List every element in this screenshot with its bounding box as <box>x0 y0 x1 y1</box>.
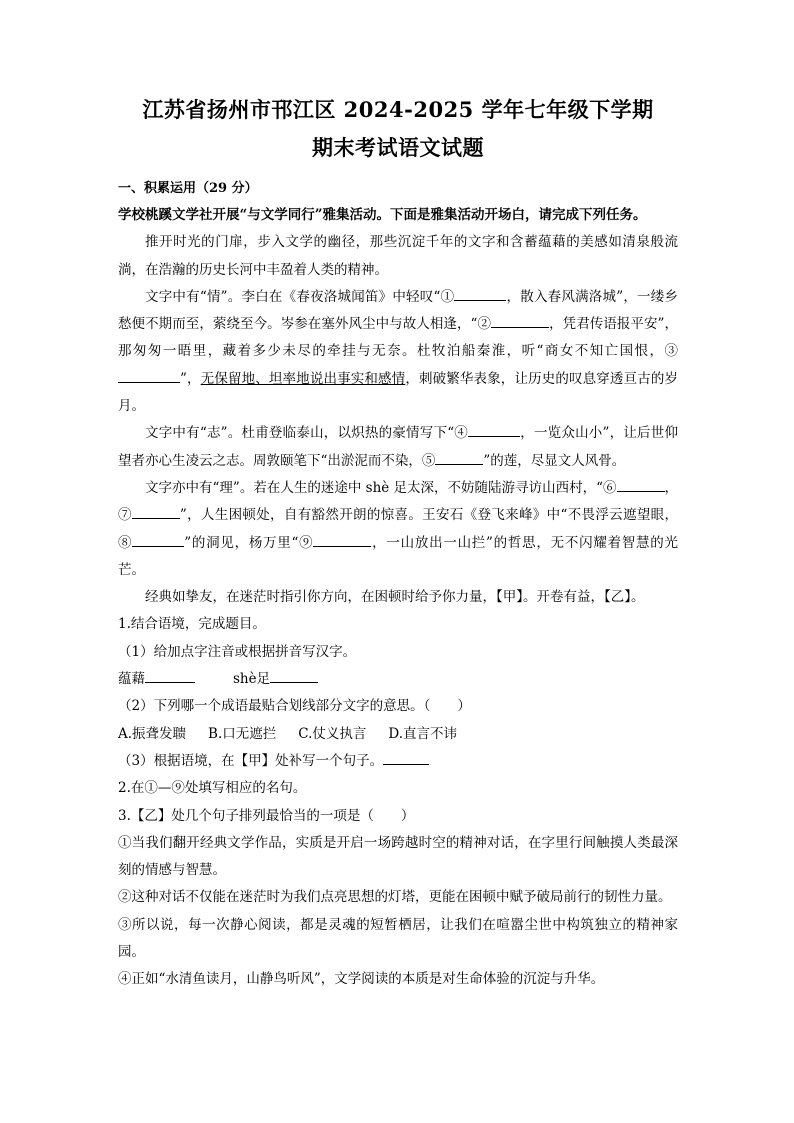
option-a[interactable]: A.振聋发聩 <box>118 725 187 742</box>
paragraph-1: 推开时光的门扉，步入文学的幽径，那些沉淀千年的文字和含蓄蕴藉的美感如清泉般流淌，在浩瀚的历史长河中丰盈着人类的精神。 <box>118 234 678 278</box>
paragraph-2 <box>118 284 678 420</box>
fill-blank-8[interactable] <box>132 532 184 547</box>
sentence-2: ②这种对话不仅能在迷茫时为我们点亮思想的灯塔，更能在困顿中赋予破局前行的韧性力量。 <box>118 889 672 906</box>
sentence-3: ③所以说，每一次静心阅读，都是灵魂的短暂栖居，让我们在喧嚣尘世中构筑独立的精神家园。 <box>118 916 678 961</box>
fill-blank-4[interactable] <box>468 422 520 437</box>
fill-blank-5[interactable] <box>435 450 483 465</box>
question-2: 2.在①—⑨处填写相应的名句。 <box>118 780 307 797</box>
question-1-1: （1）给加点字注音或根据拼音写汉字。 <box>118 643 357 660</box>
paragraph-2-text-a: 文字中有“情”。李白在《春夜洛城闻笛》中轻叹“① <box>145 288 455 305</box>
underlined-phrase: 无保留地、坦率地说出事实和感情 <box>200 370 406 387</box>
option-c[interactable]: C.仗义执言 <box>298 725 367 742</box>
fill-blank-2[interactable] <box>491 313 549 328</box>
fill-blank-3[interactable] <box>118 368 180 383</box>
paragraph-2-text-b: ，散入春风满洛城”，一缕乡愁便不期而至，萦绕至今。岑参在塞外风尘中与故人相逢，“② <box>118 288 678 333</box>
paragraph-4-text-a: 文字亦中有“理”。若在人生的迷途中 shè 足太深，不妨随陆游寻访山西村，“⑥ <box>145 479 617 496</box>
paragraph-4-text-d: ”的洞见，杨万里“⑨ <box>184 534 314 551</box>
paragraph-5: 经典如挚友，在迷茫时指引你方向，在困顿时给予你力量，【甲】。开卷有益，【乙】。 <box>145 589 645 606</box>
paragraph-3-text-a: 文字中有“志”。杜甫登临泰山，以炽热的豪情写下“④ <box>145 425 469 442</box>
question-1-3-line <box>118 748 678 775</box>
option-b[interactable]: B.口无遮拦 <box>208 725 277 742</box>
word-shezu: shè足 <box>233 671 271 688</box>
paragraph-4-text-b: ，⑦ <box>118 479 679 524</box>
fill-blank-9[interactable] <box>313 532 371 547</box>
question-3: 3.【乙】处几个句子排列最恰当的一项是（ ） <box>118 807 415 824</box>
fill-blank-1[interactable] <box>454 286 506 301</box>
paragraph-2-text-c: ，凭君传语报平安”，那匆匆一晤里，藏着多少未尽的牵挂与无奈。杜牧泊船秦淮，听“商女不知亡国恨，③ <box>118 316 678 360</box>
paragraph-4-text-e: ，一山放出一山拦”的哲思，无不闪耀着智慧的光芒。 <box>118 534 679 578</box>
question-1-2-options <box>118 721 678 748</box>
document-title-line1: 江苏省扬州市邗江区 2024-2025 学年七年级下学期 <box>142 97 654 122</box>
answer-blank-yunjie[interactable] <box>145 668 195 683</box>
paragraph-2-text-e: ，刺破繁华表象，让历史的叹息穿透亘古的岁月。 <box>118 370 679 415</box>
document-page <box>118 92 678 994</box>
question-1-2: （2）下列哪一个成语最贴合划线部分文字的意思。（ ） <box>118 698 471 715</box>
answer-blank-shezu[interactable] <box>270 668 318 683</box>
question-1-3: （3）根据语境，在【甲】处补写一个句子。 <box>118 752 384 769</box>
question-1-1-answers <box>118 666 678 693</box>
paragraph-3-text-b: ，一览众山小”，让后世仰望者亦心生凌云之志。周敦颐笔下“出淤泥而不染，⑤ <box>118 425 678 469</box>
section-heading: 一、积累运用（29 分） <box>118 181 258 196</box>
fill-blank-6[interactable] <box>617 477 665 492</box>
sentence-1: ①当我们翻开经典文学作品，实质是开启一场跨越时空的精神对话，在字里行间触摸人类最深刻的情感与智慧。 <box>118 834 678 879</box>
word-yunjie: 蕴藉 <box>118 671 145 688</box>
sentence-4: ④正如“水清鱼读月，山静鸟听风”，文学阅读的本质是对生命体验的沉淀与升华。 <box>118 971 605 988</box>
paragraph-4-text-c: ”，人生困顿处，自有豁然开朗的惊喜。王安石《登飞来峰》中“不畏浮云遮望眼，⑧ <box>118 507 679 551</box>
fill-blank-7[interactable] <box>132 504 180 519</box>
paragraph-3 <box>118 420 678 475</box>
paragraph-2-text-d: ”， <box>180 370 201 387</box>
paragraph-3-text-c: ”的莲，尽显文人风骨。 <box>483 452 626 469</box>
answer-blank-jia[interactable] <box>383 750 429 765</box>
paragraph-4 <box>118 475 678 584</box>
document-title-line2: 期末考试语文试题 <box>312 135 484 160</box>
question-1: 1.结合语境，完成题目。 <box>118 616 266 633</box>
option-d[interactable]: D.直言不讳 <box>388 725 458 742</box>
task-intro: 学校桃蹊文学社开展“与文学同行”雅集活动。下面是雅集活动开场白，请完成下列任务。 <box>118 207 647 223</box>
